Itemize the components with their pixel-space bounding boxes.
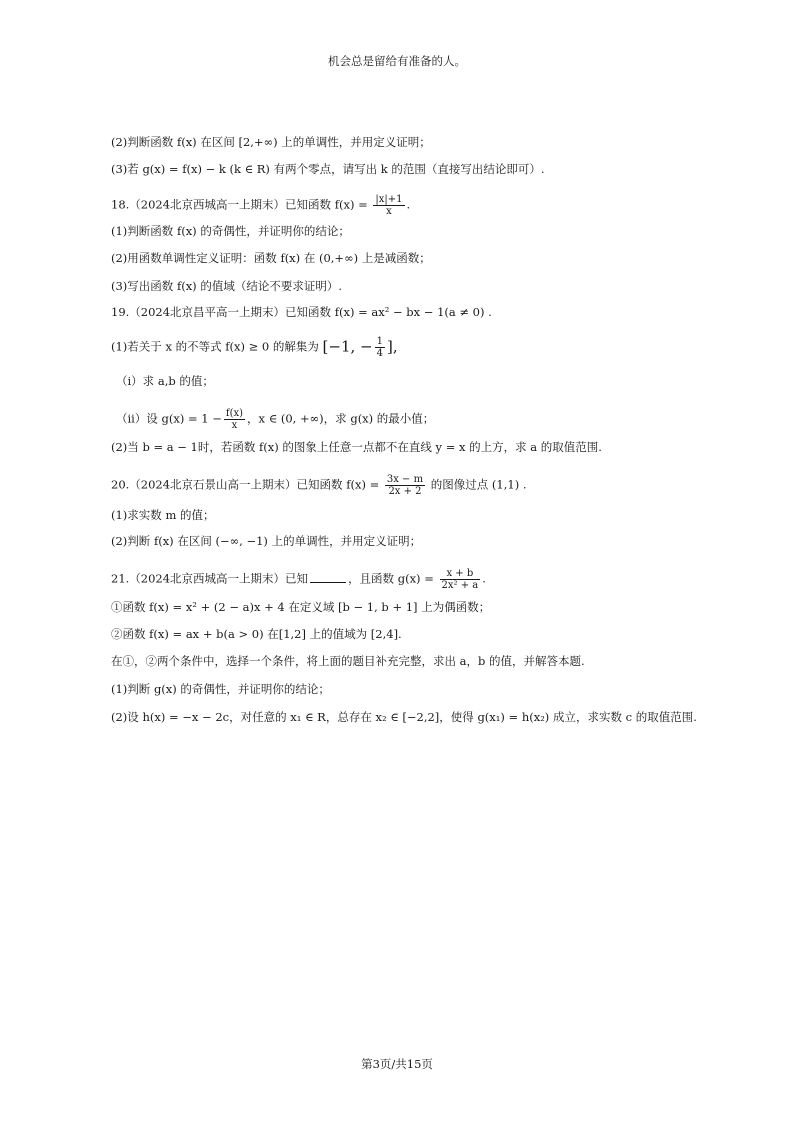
fraction-denominator: x <box>373 205 404 217</box>
fraction <box>224 408 245 431</box>
problem-19-part-2: (2)当 b = a − 1时，若函数 f(x) 的图象上任意一点都不在直线 y = x 的上方，求 a 的取值范围. <box>111 440 602 454</box>
fraction-numerator: 1 <box>376 336 383 347</box>
fraction-denominator: 2x² + a <box>441 580 479 591</box>
fill-in-blank <box>310 572 346 583</box>
problem-18-title <box>111 194 410 217</box>
page-footer: 第3页/共15页 <box>361 1057 433 1071</box>
punctuation: . <box>482 571 486 586</box>
problem-18-part-1: (1)判断函数 f(x) 的奇偶性，并证明你的结论； <box>111 224 350 238</box>
problem-19-part-1-text: (1)若关于 x 的不等式 f(x) ≥ 0 的解集为 <box>111 339 323 354</box>
interval-close: ], <box>386 337 398 356</box>
problem-21-title <box>111 568 486 591</box>
fraction-denominator: 4 <box>376 348 383 359</box>
problem-21-part-2: (2)设 h(x) = −x − 2c，对任意的 x₁ ∈ R，总存在 x₂ ∈ [−2,2]，使得 g(x₁) = h(x₂) 成立，求实数 c 的取值范围. <box>111 710 697 724</box>
fraction-numerator: |x|+1 <box>375 194 403 205</box>
fraction-numerator: f(x) <box>225 408 244 419</box>
fraction <box>385 474 425 497</box>
page-header: 机会总是留给有准备的人。 <box>328 54 466 68</box>
problem-19-sub-i: （i）求 a,b 的值； <box>116 374 214 388</box>
problem-21-instruction: 在①，②两个条件中，选择一个条件，将上面的题目补充完整，求出 a，b 的值，并解答本题. <box>111 654 585 668</box>
problem-20-part-2: (2)判断 f(x) 在区间 (−∞, −1) 上的单调性，并用定义证明； <box>111 534 422 548</box>
problem-18-part-2: (2)用函数单调性定义证明：函数 f(x) 在 (0,+∞) 上是减函数； <box>111 251 431 265</box>
problem-18-part-3: (3)写出函数 f(x) 的值域（结论不要求证明）. <box>111 279 342 293</box>
interval-open: [−1, − <box>322 337 373 356</box>
problem-20-part-1: (1)求实数 m 的值； <box>111 508 215 522</box>
problem-19-sub-ii-text: （ii）设 g(x) = 1 − <box>116 411 222 426</box>
fraction <box>373 194 404 217</box>
problem-20-stem-rest: 的图像过点 (1,1) . <box>427 477 527 492</box>
problem-18-stem: 18.（2024北京西城高一上期末）已知函数 f(x) = <box>111 197 372 212</box>
problem-20-stem: 20.（2024北京石景山高一上期末）已知函数 f(x) = <box>111 477 383 492</box>
fraction-denominator: x <box>224 419 245 431</box>
problem-21-condition-2: ②函数 f(x) = ax + b(a > 0) 在[1,2] 上的值域为 [2,4]. <box>111 627 402 641</box>
fraction-numerator: 3x − m <box>386 474 424 485</box>
problem-19-sub-ii <box>116 408 434 431</box>
problem-19-title: 19.（2024北京昌平高一上期末）已知函数 f(x) = ax² − bx − 1(a ≠ 0) . <box>111 305 492 319</box>
punctuation: . <box>406 197 411 212</box>
problem-21-stem: 21.（2024北京西城高一上期末）已知 <box>111 571 309 586</box>
problem-17-part-2: (2)判断函数 f(x) 在区间 [2,+∞) 上的单调性，并用定义证明； <box>111 135 431 149</box>
fraction-numerator: x + b <box>446 568 474 579</box>
problem-21-stem-mid: ，且函数 g(x) = <box>348 571 438 586</box>
fraction <box>375 336 385 359</box>
problem-17-part-3: (3)若 g(x) = f(x) − k (k ∈ R) 有两个零点，请写出 k 的范围（直接写出结论即可）. <box>111 162 545 176</box>
fraction-denominator: 2x + 2 <box>385 485 425 497</box>
fraction <box>440 568 481 591</box>
problem-21-part-1: (1)判断 g(x) 的奇偶性，并证明你的结论； <box>111 682 330 696</box>
problem-20-title <box>111 474 527 497</box>
problem-21-condition-1: ①函数 f(x) = x² + (2 − a)x + 4 在定义域 [b − 1, b + 1] 上为偶函数； <box>111 600 491 614</box>
problem-19-sub-ii-rest: ，x ∈ (0, +∞)，求 g(x) 的最小值； <box>247 411 435 426</box>
problem-19-part-1 <box>111 336 398 359</box>
